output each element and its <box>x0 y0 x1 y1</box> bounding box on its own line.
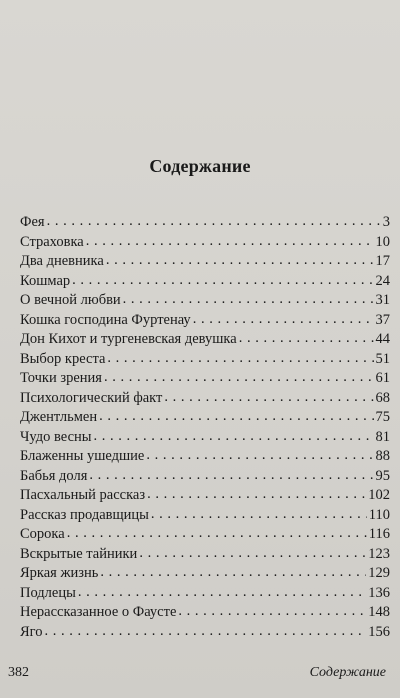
toc-entry-page: 88 <box>375 448 390 464</box>
toc-entry-title: Чудо весны <box>20 428 92 445</box>
toc-entry-page: 68 <box>375 389 390 406</box>
toc-entry-title: Сорока <box>20 526 65 542</box>
toc-leader-dots <box>86 232 374 252</box>
toc-entry <box>20 272 390 292</box>
toc-entry-page: 110 <box>368 506 390 523</box>
toc-entry <box>20 564 390 584</box>
toc-entry-title: Вскрытые тайники <box>20 545 138 562</box>
table-of-contents <box>20 213 390 642</box>
toc-entry-title: О вечной любви <box>20 292 121 308</box>
toc-entry <box>20 213 390 233</box>
toc-entry-title: Яго <box>20 623 43 640</box>
toc-leader-dots <box>45 622 367 642</box>
page-number: 382 <box>8 665 29 680</box>
toc-entry-title: Психологический факт <box>20 389 163 406</box>
toc-entry-page: 81 <box>375 428 390 445</box>
toc-entry <box>20 486 390 506</box>
toc-entry-page: 102 <box>368 487 390 503</box>
toc-entry-title: Дон Кихот и тургеневская девушка <box>20 331 237 347</box>
toc-entry-title: Бабья доля <box>20 467 88 484</box>
toc-leader-dots <box>123 290 374 310</box>
toc-leader-dots <box>72 271 373 291</box>
running-title: Содержание <box>309 665 386 680</box>
toc-entry-title: Рассказ продавщицы <box>20 506 149 523</box>
toc-entry-page: 24 <box>375 272 390 289</box>
toc-entry <box>20 428 390 448</box>
toc-leader-dots <box>164 388 373 408</box>
toc-leader-dots <box>99 407 373 427</box>
toc-entry <box>20 408 390 428</box>
toc-entry-title: Страховка <box>20 233 84 250</box>
toc-leader-dots <box>47 212 381 232</box>
toc-leader-dots <box>104 368 374 388</box>
toc-entry <box>20 545 390 565</box>
toc-entry <box>20 252 390 272</box>
toc-entry <box>20 233 390 253</box>
toc-entry-page: 129 <box>368 565 390 581</box>
toc-entry-title: Кошка господина Фуртенау <box>20 311 191 328</box>
toc-entry <box>20 369 390 389</box>
toc-entry <box>20 291 390 311</box>
toc-entry-page: 75 <box>375 409 390 425</box>
toc-entry <box>20 447 390 467</box>
toc-leader-dots <box>239 329 374 349</box>
toc-entry-title: Кошмар <box>20 272 71 289</box>
toc-entry-title: Фея <box>20 214 45 230</box>
toc-entry <box>20 506 390 526</box>
toc-leader-dots <box>151 505 367 525</box>
toc-entry-page: 10 <box>375 233 390 250</box>
toc-leader-dots <box>178 602 366 622</box>
toc-leader-dots <box>147 485 366 505</box>
toc-entry-title: Нерассказанное о Фаусте <box>20 604 177 620</box>
toc-entry-page: 116 <box>368 526 390 542</box>
toc-entry-page: 37 <box>375 311 390 328</box>
toc-entry-page: 44 <box>375 331 390 347</box>
toc-leader-dots <box>193 310 374 330</box>
toc-entry-title: Яркая жизнь <box>20 565 99 581</box>
toc-entry <box>20 603 390 623</box>
toc-entry-page: 17 <box>375 253 390 269</box>
toc-entry-title: Точки зрения <box>20 370 102 386</box>
toc-leader-dots <box>78 583 366 603</box>
toc-entry-title: Джентльмен <box>20 409 98 425</box>
page-title: Содержание <box>149 156 251 176</box>
toc-entry-page: 156 <box>368 623 390 640</box>
toc-leader-dots <box>146 446 373 466</box>
toc-leader-dots <box>89 466 373 486</box>
toc-entry-title: Пасхальный рассказ <box>20 487 146 503</box>
toc-entry-page: 31 <box>375 292 390 308</box>
toc-entry-page: 136 <box>368 584 390 601</box>
toc-leader-dots <box>94 427 374 447</box>
toc-entry-title: Подлецы <box>20 584 76 601</box>
toc-entry-page: 3 <box>382 214 390 230</box>
toc-entry-page: 95 <box>375 467 390 484</box>
toc-entry <box>20 467 390 487</box>
toc-entry <box>20 311 390 331</box>
toc-entry <box>20 389 390 409</box>
toc-entry-page: 51 <box>375 350 390 367</box>
toc-entry-page: 148 <box>368 604 390 620</box>
toc-leader-dots <box>107 349 373 369</box>
toc-leader-dots <box>139 544 366 564</box>
toc-entry-title: Блаженны ушедшие <box>20 448 145 464</box>
toc-leader-dots <box>106 251 374 271</box>
toc-entry <box>20 525 390 545</box>
toc-leader-dots <box>100 563 366 583</box>
toc-entry <box>20 330 390 350</box>
toc-entry <box>20 623 390 643</box>
toc-entry-page: 123 <box>368 545 390 562</box>
toc-entry <box>20 350 390 370</box>
toc-entry-page: 61 <box>375 370 390 386</box>
toc-entry <box>20 584 390 604</box>
toc-entry-title: Два дневника <box>20 253 104 269</box>
toc-entry-title: Выбор креста <box>20 350 106 367</box>
toc-leader-dots <box>67 524 367 544</box>
